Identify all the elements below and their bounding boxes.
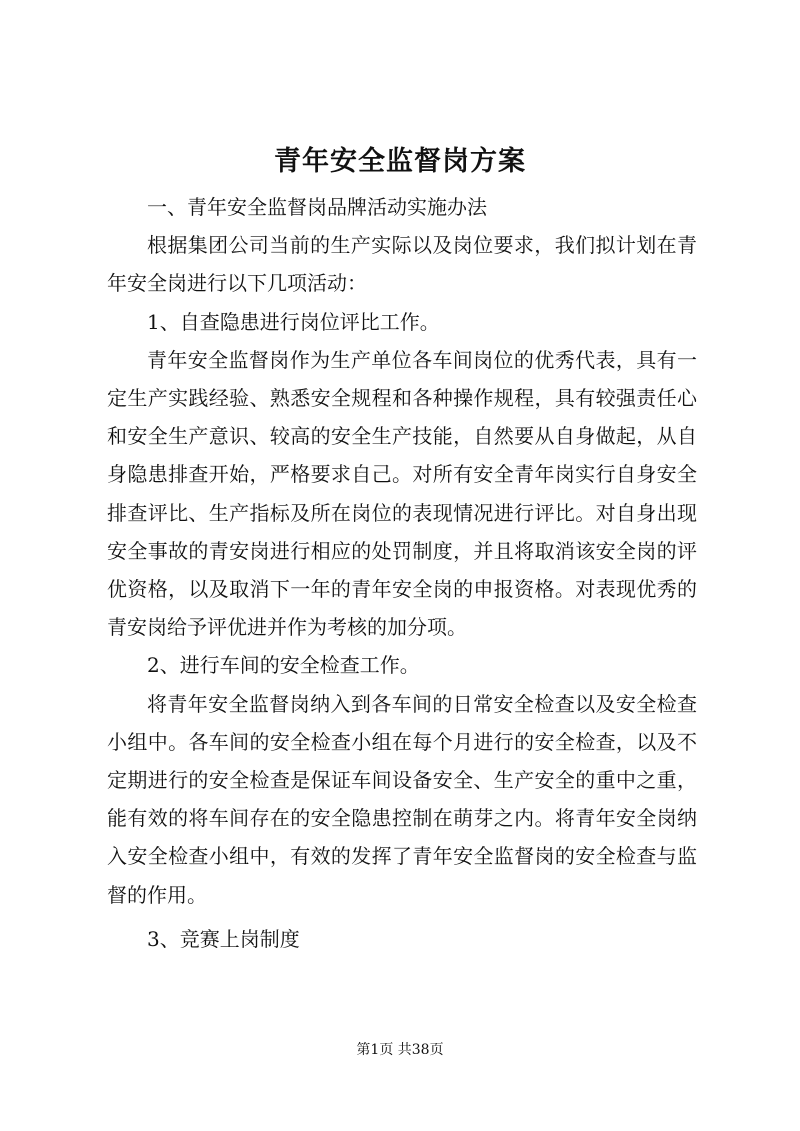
document-title: 青年安全监督岗方案 — [274, 146, 526, 177]
item-heading-1: 1、自查隐患进行岗位评比工作。 — [147, 309, 440, 334]
item-heading-3: 3、竞赛上岗制度 — [147, 926, 300, 951]
item-heading-2: 2、进行车间的安全检查工作。 — [147, 653, 420, 678]
paragraph-item-2: 将青年安全监督岗纳入到各车间的日常安全检查以及安全检查小组中。各车间的安全检查小组在每个月进行的安全检查，以及不定期进行的安全检查是保证车间设备安全、生产安全的重中之重，能有效的将车间存在的安全隐患控制在萌芽之内。将青年安全岗纳入安全检查小组中，有效的发挥了青年安全监督岗的安全检查与监督的作用。 — [107, 691, 697, 907]
page-footer: 第1页 共38页 — [356, 1042, 444, 1058]
document-body — [107, 188, 697, 958]
section-heading: 一、青年安全监督岗品牌活动实施办法 — [147, 195, 487, 219]
paragraph-item-1: 青年安全监督岗作为生产单位各车间岗位的优秀代表，具有一定生产实践经验、熟悉安全规程和各种操作规程，具有较强责任心和安全生产意识、较高的安全生产技能，自然要从自身做起，从自身隐患排查开始，严格要求自己。对所有安全青年岗实行自身安全排查评比、生产指标及所在岗位的表现情况进行评比。对自身出现安全事故的青安岗进行相应的处罚制度，并且将取消该安全岗的评优资格，以及取消下一年的青年安全岗的申报资格。对表现优秀的青安岗给予评优进并作为考核的加分项。 — [107, 347, 697, 640]
paragraph-intro: 根据集团公司当前的生产实际以及岗位要求，我们拟计划在青年安全岗进行以下几项活动： — [107, 233, 697, 296]
